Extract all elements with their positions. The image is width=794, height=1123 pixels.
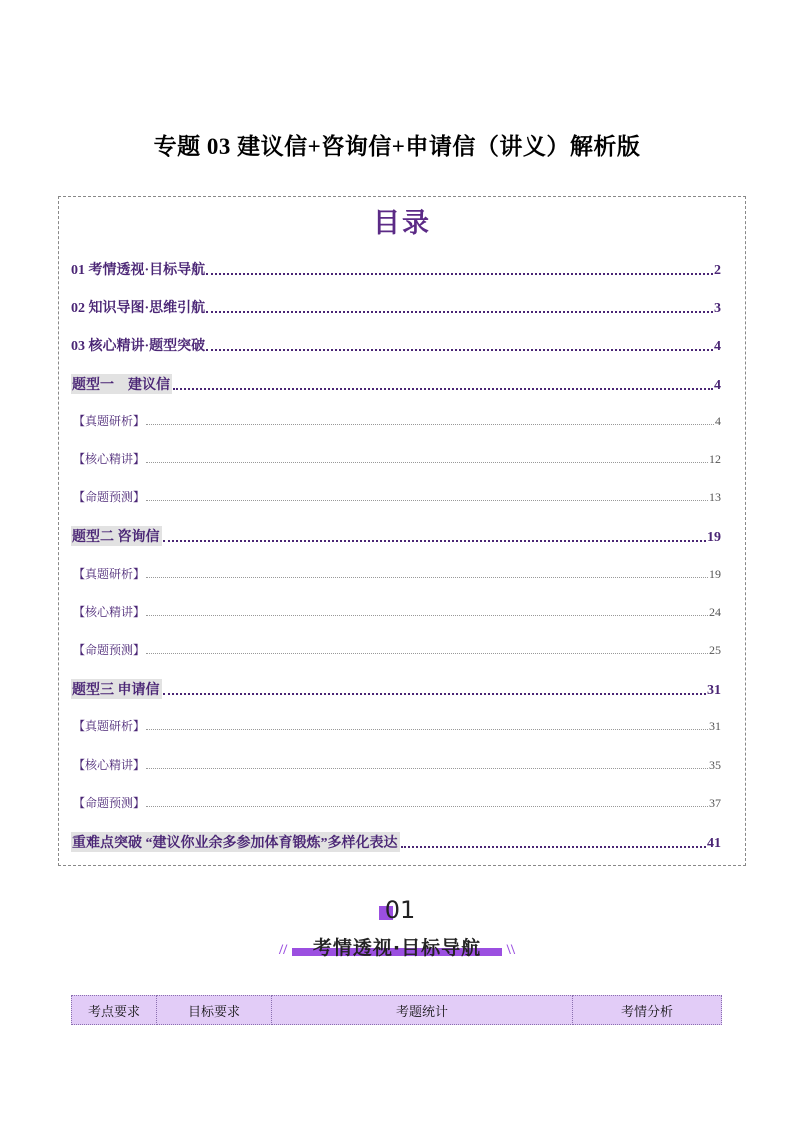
toc-entry-label: 【核心精讲】 (73, 604, 146, 619)
toc-entry-page: 37 (709, 795, 721, 810)
toc-heading: 目录 (373, 208, 431, 239)
toc-entry-page: 24 (709, 604, 721, 619)
toc-entry-page: 35 (709, 757, 721, 772)
toc-entry-label: 【真题研析】 (73, 413, 146, 428)
toc-dot-leader (206, 273, 713, 275)
toc-entry-label: 【核心精讲】 (73, 452, 146, 466)
toc-entry-label: 【真题研析】 (73, 719, 146, 734)
toc-entry[interactable] (71, 259, 721, 279)
toc-entry-label: 02 知识导图·思维引航 (71, 301, 206, 317)
table-header-cell: 考点要求 (72, 996, 157, 1025)
toc-entry[interactable] (71, 374, 721, 394)
toc-entry-label: 重难点突破 “建议你业余多参加体育锻炼”多样化表达 (71, 832, 400, 852)
table-header-row (72, 996, 722, 1025)
table-of-contents (58, 196, 746, 866)
toc-entry-label: 01 考情透视·目标导航 (71, 263, 206, 278)
toc-entry[interactable] (71, 565, 721, 582)
toc-entry-label: 【命题预测】 (73, 490, 146, 505)
section-number: 01 (384, 896, 416, 924)
toc-dot-leader (401, 846, 707, 848)
document-title: 专题 03 建议信+咨询信+申请信（讲义）解析版 (153, 134, 641, 159)
toc-entry-page: 4 (715, 413, 721, 428)
double-slash-left-icon: // (279, 942, 288, 958)
toc-entry-page: 4 (714, 377, 721, 393)
section-banner (279, 930, 515, 960)
toc-dot-leader (146, 653, 708, 654)
toc-entry[interactable] (71, 679, 721, 699)
toc-entry[interactable] (71, 335, 721, 355)
toc-entry-page: 31 (709, 719, 721, 734)
toc-dot-leader (163, 693, 707, 695)
toc-entry-label: 【命题预测】 (73, 643, 146, 657)
toc-entry-label: 03 核心精讲·题型突破 (71, 339, 206, 355)
toc-dot-leader (146, 729, 708, 730)
toc-entry[interactable] (71, 717, 721, 734)
toc-entry[interactable] (71, 450, 721, 467)
toc-dot-leader (146, 462, 708, 463)
toc-entry[interactable] (71, 794, 721, 811)
toc-entry-label: 【核心精讲】 (73, 757, 146, 772)
toc-entry[interactable] (71, 832, 721, 852)
toc-entry[interactable] (71, 641, 721, 658)
toc-dot-leader (146, 768, 708, 769)
toc-entry-page: 2 (714, 263, 721, 278)
toc-entry-label: 题型三 申请信 (71, 679, 162, 699)
double-slash-right-icon: \\ (506, 942, 515, 958)
toc-entry-page: 13 (709, 490, 721, 505)
toc-entry-page: 4 (714, 339, 721, 355)
section-title: 考情透视·目标导航 (312, 937, 482, 959)
toc-entry-label: 题型一 建议信 (71, 374, 172, 394)
toc-dot-leader (146, 806, 708, 807)
toc-entry[interactable] (71, 526, 721, 546)
toc-entry[interactable] (71, 488, 721, 505)
toc-dot-leader (206, 349, 713, 351)
toc-dot-leader (146, 500, 708, 501)
toc-dot-leader (206, 311, 713, 313)
toc-dot-leader (146, 424, 714, 425)
toc-dot-leader (146, 615, 708, 616)
toc-entry-page: 12 (709, 452, 721, 466)
table-header-cell: 考情分析 (573, 996, 722, 1025)
toc-dot-leader (173, 388, 713, 390)
toc-entry-page: 3 (714, 301, 721, 317)
table-header-cell: 目标要求 (157, 996, 272, 1025)
toc-dot-leader (163, 540, 707, 542)
toc-entry-page: 19 (707, 530, 721, 546)
toc-entry[interactable] (71, 412, 721, 429)
section-number-badge (0, 896, 794, 924)
toc-dot-leader (146, 577, 708, 578)
toc-entry-label: 【命题预测】 (73, 795, 146, 810)
table-header-cell: 考题统计 (272, 996, 573, 1025)
toc-entry[interactable] (71, 603, 721, 620)
toc-entry-label: 【真题研析】 (73, 566, 146, 581)
toc-entry-label: 题型二 咨询信 (71, 526, 162, 546)
exam-overview-table (71, 995, 722, 1025)
toc-entry-page: 31 (707, 683, 721, 699)
toc-entry-page: 25 (709, 643, 721, 657)
toc-entry[interactable] (71, 756, 721, 773)
toc-entry[interactable] (71, 297, 721, 317)
toc-entry-page: 19 (709, 566, 721, 581)
toc-entry-page: 41 (707, 836, 721, 851)
